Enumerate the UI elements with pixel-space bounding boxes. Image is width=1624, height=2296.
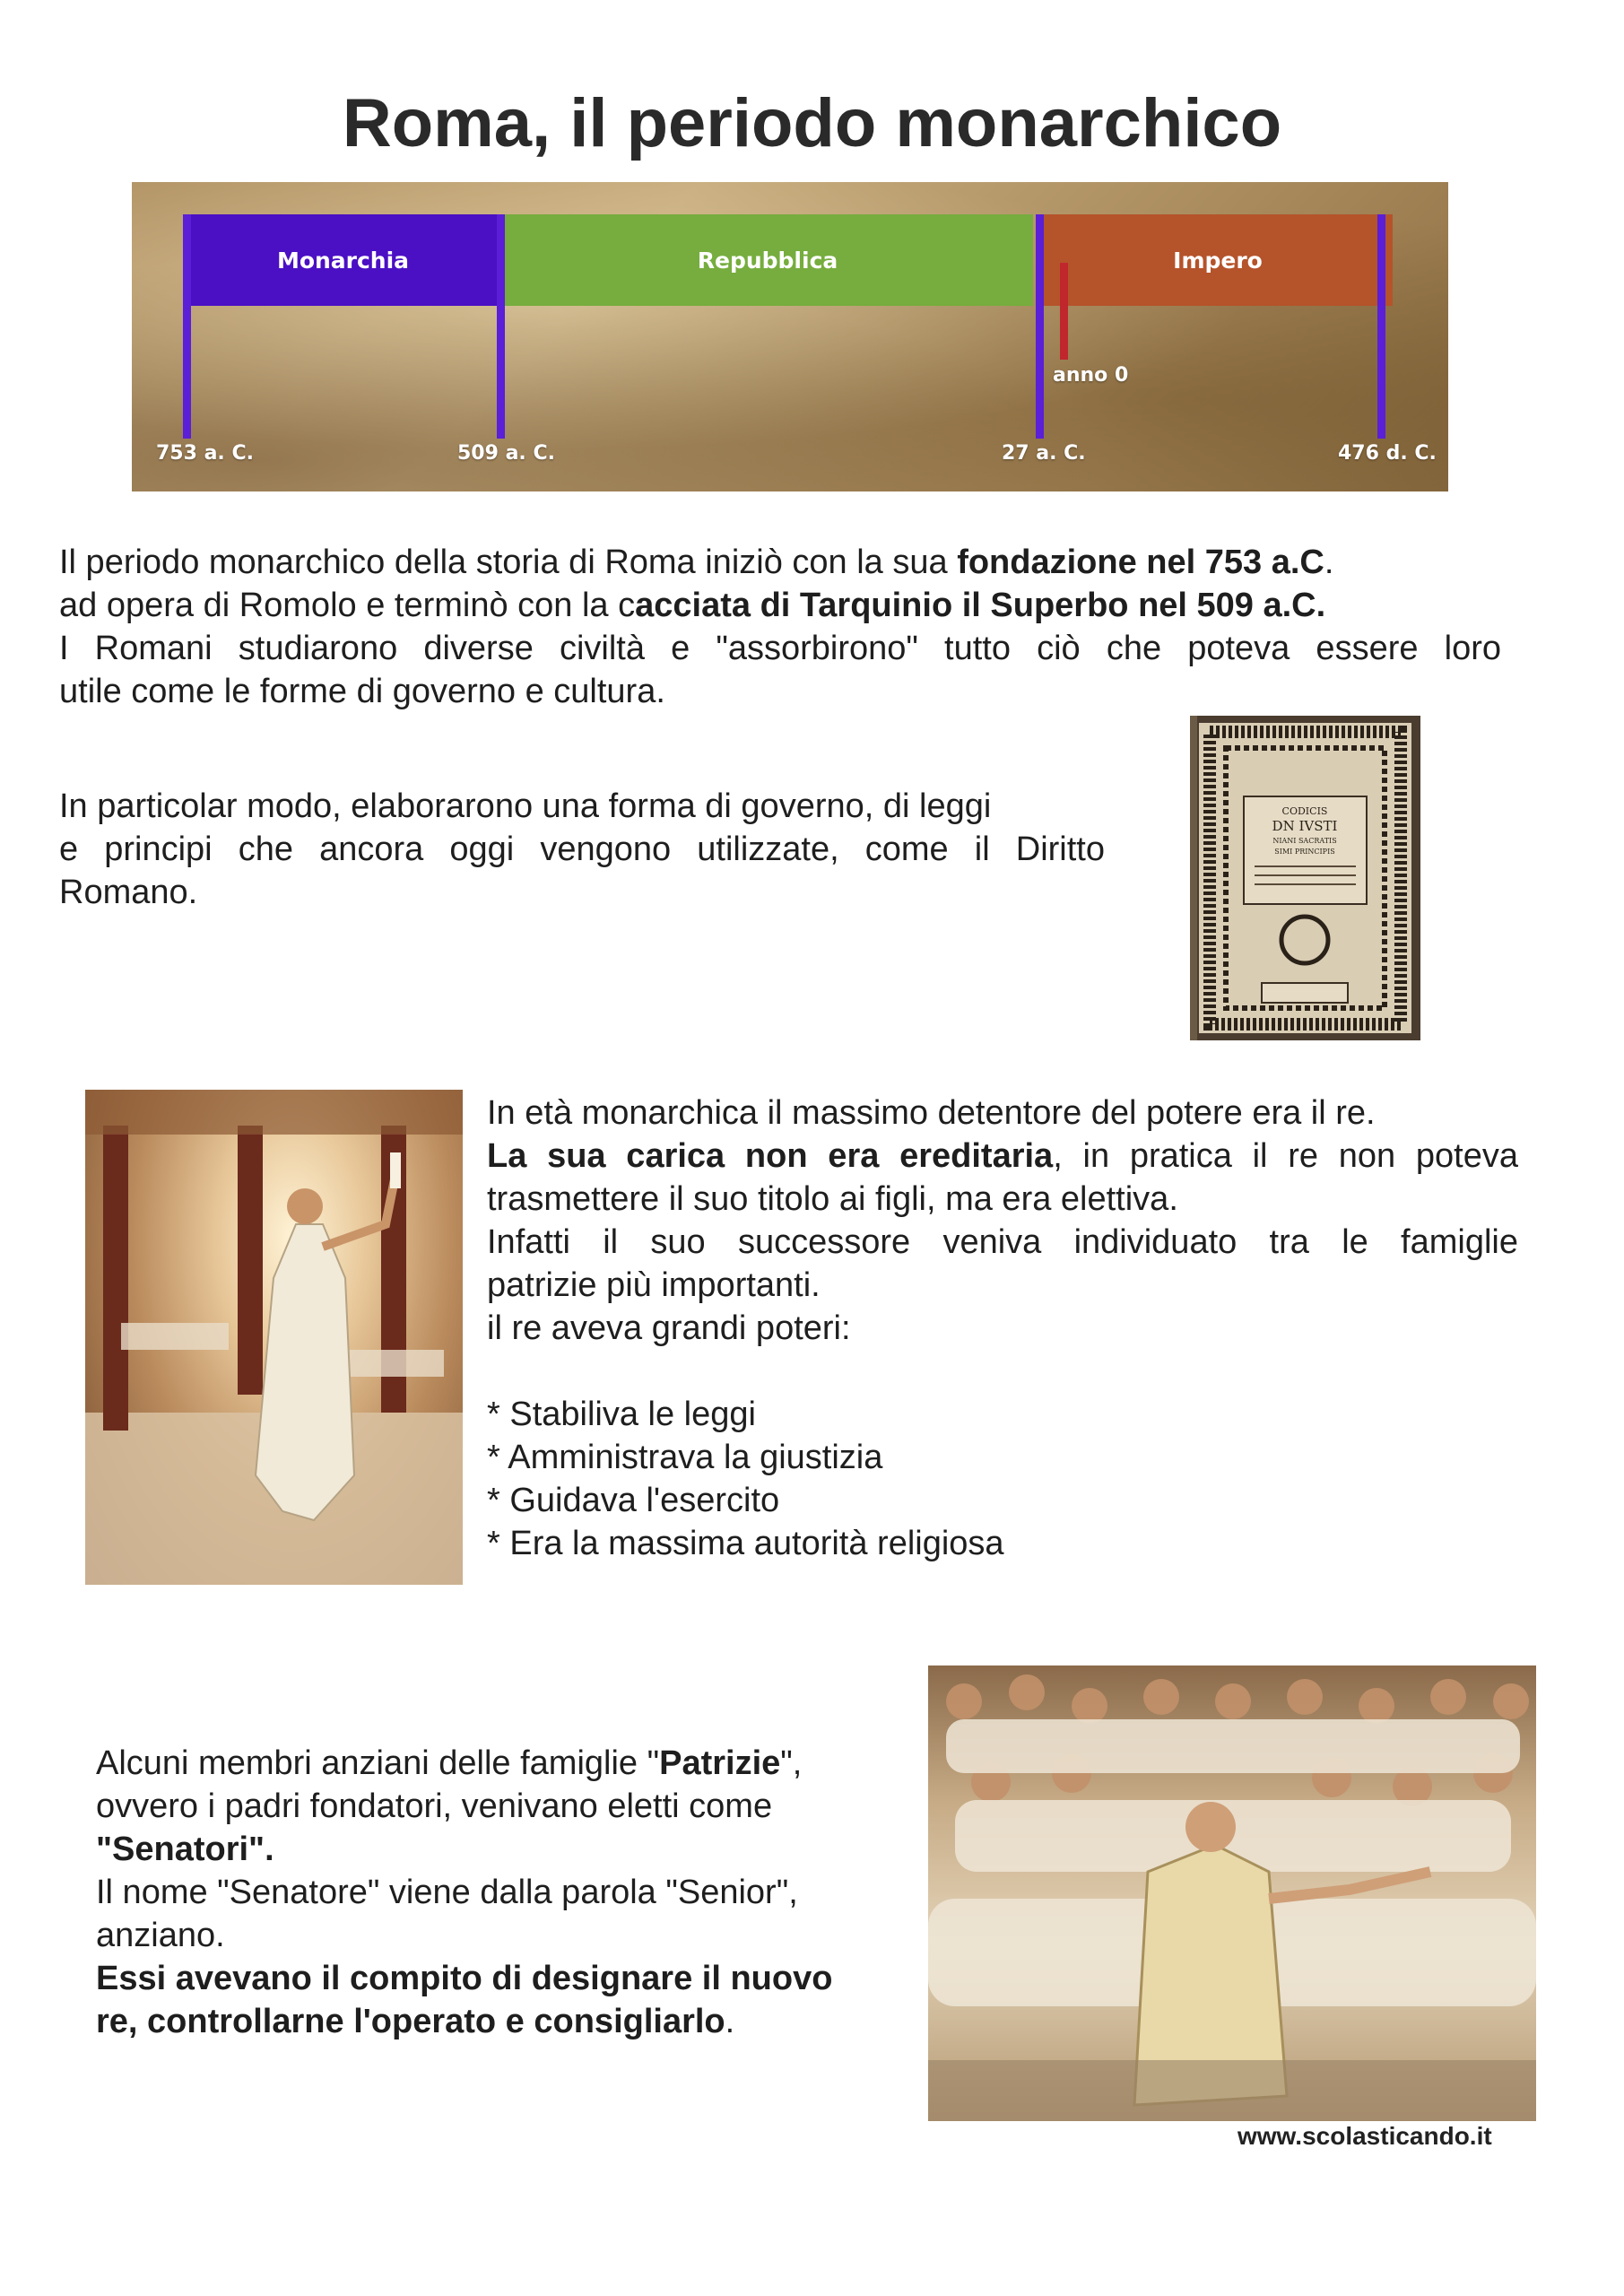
senato-line-7: re, controllarne l'operato e consigliarlo.: [96, 2003, 735, 2040]
power-item: * Guidava l'esercito: [487, 1482, 780, 1519]
senato-line-3: "Senatori".: [96, 1831, 274, 1868]
codex-book-image: [1190, 716, 1420, 1040]
site-credit: www.scolasticando.it: [1238, 2122, 1492, 2150]
intro-line-1: Il periodo monarchico della storia di Roma iniziò con la sua fondazione nel 753 a.C.: [59, 544, 1334, 581]
senato-line-6: Essi avevano il compito di designare il nuovo: [96, 1960, 833, 1997]
book-text-3: NIANI SACRATIS: [1272, 837, 1337, 845]
date-27: 27 a. C.: [1002, 442, 1086, 465]
senato-line-4: Il nome "Senatore" viene dalla parola "Senior",: [96, 1874, 798, 1911]
power-item: * Stabiliva le leggi: [487, 1396, 756, 1433]
re-line-5: patrizie più importanti.: [487, 1266, 821, 1304]
intro-line-2: ad opera di Romolo e terminò con la cacciata di Tarquinio il Superbo nel 509 a.C.: [59, 587, 1326, 624]
intro-paragraph: [59, 541, 1501, 713]
timeline-mark-753: [183, 214, 191, 439]
power-item: * Era la massima autorità religiosa: [487, 1525, 1004, 1562]
roman-king-painting: [85, 1090, 463, 1585]
diritto-line-1: In particolar modo, elaborarono una forma di governo, di leggi: [59, 787, 992, 825]
timeline-mark-year-zero: [1060, 263, 1068, 360]
re-line-1: In età monarchica il massimo detentore del potere era il re.: [487, 1094, 1376, 1132]
band-monarchia: Monarchia: [184, 214, 502, 306]
intro-line-3: I Romani studiarono diverse civiltà e "assorbirono" tutto ciò che poteva essere loro: [59, 630, 1501, 667]
re-line-6: il re aveva grandi poteri:: [487, 1309, 851, 1347]
spacer: [487, 1350, 1518, 1393]
diritto-paragraph: [59, 785, 1105, 914]
year-zero-label: anno 0: [1053, 364, 1129, 387]
band-impero: Impero: [1043, 214, 1393, 306]
timeline-graphic: [132, 182, 1448, 491]
re-line-4: Infatti il suo successore veniva individuato tra le famiglie: [487, 1223, 1518, 1261]
date-509: 509 a. C.: [457, 442, 555, 465]
roman-senate-painting: [928, 1665, 1536, 2121]
senato-line-5: anziano.: [96, 1917, 225, 1954]
date-476: 476 d. C.: [1338, 442, 1437, 465]
book-text-4: SIMI PRINCIPIS: [1274, 848, 1335, 856]
intro-line-4: utile come le forme di governo e cultura.: [59, 673, 665, 710]
re-line-3: trasmettere il suo titolo ai figli, ma era elettiva.: [487, 1180, 1178, 1218]
timeline-mark-509: [497, 214, 505, 439]
re-paragraph: [487, 1091, 1518, 1565]
timeline-mark-27: [1036, 214, 1044, 439]
book-text-1: CODICIS: [1281, 805, 1328, 817]
diritto-line-2: e principi che ancora oggi vengono utilizzate, come il Diritto: [59, 831, 1105, 868]
power-item: * Amministrava la giustizia: [487, 1439, 883, 1476]
senato-paragraph: [96, 1742, 930, 2043]
diritto-line-3: Romano.: [59, 874, 198, 911]
senato-line-1: Alcuni membri anziani delle famiglie "Patrizie",: [96, 1744, 803, 1782]
band-repubblica: Repubblica: [502, 214, 1033, 306]
date-753: 753 a. C.: [156, 442, 254, 465]
powers-list: [487, 1393, 1518, 1565]
page-title: Roma, il periodo monarchico: [342, 85, 1282, 161]
timeline-mark-476: [1377, 214, 1385, 439]
re-line-2: La sua carica non era ereditaria, in pratica il re non poteva: [487, 1137, 1519, 1175]
senato-line-2: ovvero i padri fondatori, venivano eletti come: [96, 1787, 773, 1825]
book-text-2: DN IVSTI: [1272, 818, 1338, 834]
